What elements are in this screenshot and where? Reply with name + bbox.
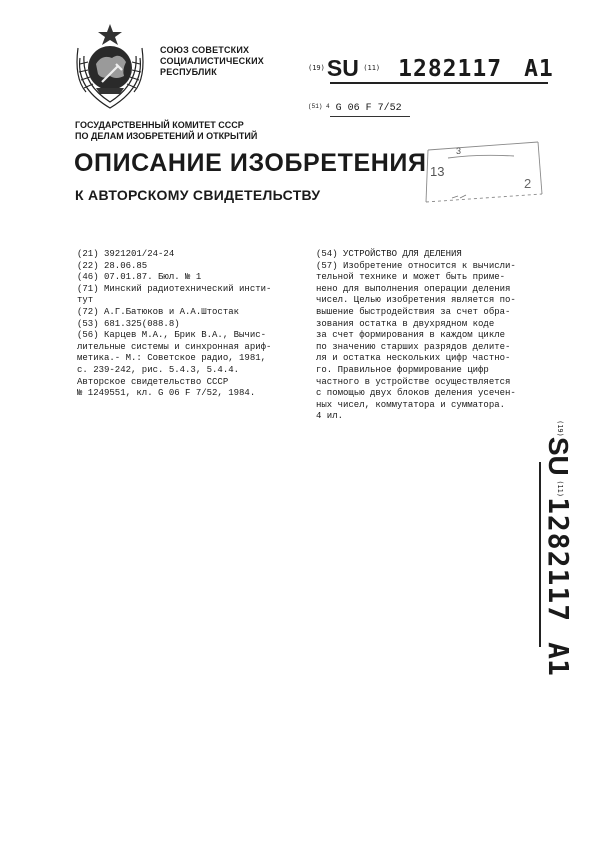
- number-label: (11): [556, 480, 564, 498]
- abstract-line: ля и остатка нескольких цифр частно-: [316, 353, 511, 364]
- abstract-line: с помощью двух блоков деления усечен-: [316, 388, 516, 399]
- committee-line: ПО ДЕЛАМ ИЗОБРЕТЕНИЙ И ОТКРЫТИЙ: [75, 131, 258, 141]
- library-stamp-icon: [418, 132, 550, 212]
- abstract-line: за счет формирования в каждом цикле: [316, 330, 506, 341]
- patent-number-underline: [330, 82, 548, 84]
- vertical-number-underline: [539, 462, 541, 647]
- abstract-line: нено для выполнения операции деления: [316, 283, 511, 294]
- union-line: СОЮЗ СОВЕТСКИХ: [160, 45, 250, 55]
- document-title: ОПИСАНИЕ ИЗОБРЕТЕНИЯ: [74, 149, 427, 177]
- abstract-line: вышение быстродействия за счет обра-: [316, 306, 511, 317]
- ipc-label: (51) 4: [308, 103, 330, 110]
- biblio-line: (53) 681.325(088.8): [77, 318, 180, 329]
- abstract-line: тельной технике и может быть приме-: [316, 272, 506, 283]
- biblio-line: (21) 3921201/24-24: [77, 249, 175, 259]
- stamp-text: 13: [430, 164, 445, 179]
- document-subtitle: К АВТОРСКОМУ СВИДЕТЕЛЬСТВУ: [75, 187, 321, 203]
- abstract-line: частного в устройстве осуществляется: [316, 376, 511, 387]
- biblio-line: (22) 28.06.85: [77, 260, 148, 271]
- biblio-line: метика.- М.: Советское радио, 1981,: [77, 353, 267, 364]
- abstract: [316, 249, 546, 423]
- union-name: [160, 45, 264, 78]
- abstract-line: (57) Изобретение относится к вычисли-: [316, 260, 516, 271]
- country-code-label: (19): [308, 64, 325, 72]
- bibliographic-data: [77, 249, 292, 400]
- patent-number-line: [308, 55, 554, 85]
- biblio-line: (56) Карцев М.А., Брик В.А., Вычис-: [77, 330, 267, 341]
- country-code: SU: [326, 55, 359, 81]
- biblio-line: № 1249551, кл. G 06 F 7/52, 1984.: [77, 388, 256, 399]
- union-line: РЕСПУБЛИК: [160, 67, 217, 77]
- kind-code: A1: [524, 56, 554, 82]
- abstract-line: по значению старших разрядов делите-: [316, 341, 511, 352]
- biblio-line: (71) Минский радиотехнический инсти-: [77, 283, 272, 294]
- number-label: (11): [363, 64, 381, 72]
- biblio-line: с. 239-242, рис. 5.4.3, 5.4.4.: [77, 364, 240, 375]
- biblio-line: тут: [77, 295, 94, 306]
- stamp-text: 3: [456, 146, 462, 156]
- abstract-line: зования остатка в двухрядном коде: [316, 318, 495, 329]
- kind-code: A1: [542, 642, 575, 676]
- stamp-text: 2: [524, 176, 532, 191]
- patent-number: 1282117: [542, 497, 575, 623]
- ipc-underline: [330, 116, 410, 117]
- committee-name: [75, 120, 257, 142]
- biblio-line: лительные системы и синхронная ариф-: [77, 341, 272, 352]
- abstract-line: 4 ил.: [316, 411, 344, 422]
- abstract-line: чисел. Целью изобретения является по-: [316, 295, 516, 306]
- ipc-code: G 06 F 7/52: [335, 103, 402, 114]
- ipc-classification: [308, 103, 402, 114]
- biblio-line: (46) 07.01.87. Бюл. № 1: [77, 272, 202, 283]
- biblio-line: (72) А.Г.Батюков и А.А.Штостак: [77, 306, 240, 317]
- abstract-line: го. Правильное формирование цифр: [316, 364, 489, 375]
- country-code: SU: [543, 436, 574, 476]
- abstract-title-line: (54) УСТРОЙСТВО ДЛЯ ДЕЛЕНИЯ: [316, 249, 462, 259]
- union-line: СОЦИАЛИСТИЧЕСКИХ: [160, 56, 264, 66]
- biblio-line: Авторское свидетельство СССР: [77, 376, 229, 387]
- abstract-line: ных чисел, коммутатора и сумматора.: [316, 399, 506, 410]
- ussr-emblem-icon: [66, 18, 154, 114]
- patent-number: 1282117: [398, 56, 503, 82]
- vertical-patent-number: [520, 420, 590, 676]
- country-code-label: (19): [556, 420, 564, 437]
- committee-line: ГОСУДАРСТВЕННЫЙ КОМИТЕТ СССР: [75, 120, 244, 130]
